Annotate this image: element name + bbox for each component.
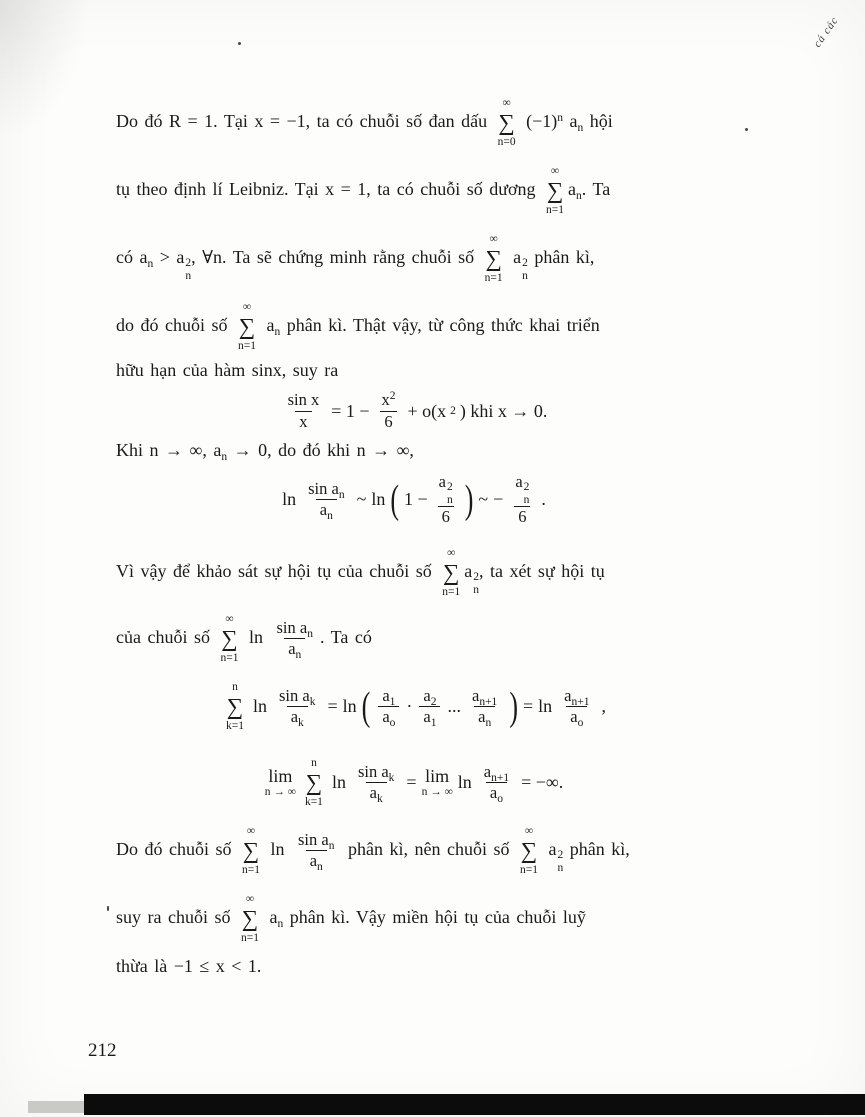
math-text: 1 − [404,489,428,510]
math-text: x [381,390,390,409]
sum-lower-limit: n=1 [238,340,256,353]
math-text: = 1 − [331,400,370,421]
sum-upper-limit: ∞ [245,893,255,905]
math-text: a [288,639,296,659]
denominator [486,782,507,804]
sum-upper-limit: ∞ [246,825,256,837]
subscript: k [298,717,304,730]
corner-mark: cá các [811,14,841,50]
subscript: k [309,695,316,708]
numerator [560,686,593,707]
sum-lower-limit: k=1 [304,796,323,809]
bottom-scan-bar [84,1094,865,1115]
math-text: > [159,247,170,267]
subscript: n [147,258,154,270]
fraction [511,472,533,528]
text: phân kì, [534,247,595,267]
sub-sup-stack [522,257,528,282]
fraction [304,479,348,521]
math-text: ln [371,489,386,510]
sigma-icon: ∑ [485,246,502,272]
text-line-10 [116,892,712,946]
math-text: . [541,489,546,510]
close-paren: ) [464,476,474,522]
equals-sign: = [327,696,338,717]
sigma-icon: ∑ [238,314,256,340]
text: , ∀n. Ta sẽ chứng minh rằng chuỗi số [191,247,475,267]
subscript: k [388,771,395,784]
denominator [306,850,327,872]
math-text: ln [331,772,346,793]
sum-upper-limit: ∞ [242,301,252,313]
math-text: a [548,839,557,859]
superscript: 2 [557,849,564,861]
math-text: a [515,472,523,491]
subscript: 1 [389,695,396,708]
text: hội [589,111,613,131]
sum-symbol [442,546,460,600]
sum-lower-limit: n=1 [546,204,565,217]
page-number: 212 [88,1040,117,1061]
tilde-operator: ~ [478,489,489,510]
sum-upper-limit: ∞ [524,825,534,837]
subscript: n [328,839,335,852]
lim-operator [422,767,453,799]
sum-lower-limit: n=1 [442,586,461,599]
sum-symbol [238,300,256,354]
subscript: n+1 [491,771,510,784]
numerator [378,390,400,411]
subscript: n+1 [571,695,590,708]
fraction [273,618,317,660]
var-a-n [139,247,154,270]
text: phân kì. Thật vậy, từ công thức khai triển [286,315,600,335]
text: , ta xét sự hội tụ [478,561,605,581]
sum-symbol [546,164,564,218]
denominator [419,706,440,728]
text: thừa là −1 ≤ x < 1. [116,956,262,976]
var-a-n-squared [513,247,528,282]
math-text: lim [268,765,293,786]
math-text: , [601,696,606,717]
text: → 0, do đó khi n → ∞, [233,440,414,460]
denominator [378,706,399,728]
sum-lower-limit: k=1 [226,720,244,733]
sum-symbol [242,824,260,878]
text: của chuỗi số [116,627,210,647]
math-text: a [569,111,578,131]
subscript: n [295,649,302,662]
ellipsis: ... [447,696,461,717]
math-group [375,686,504,728]
var-a-n-squared [548,839,564,874]
var-a-n [269,907,284,930]
fraction [435,472,457,528]
math-text: a [423,685,431,705]
math-text: sin a [276,617,308,637]
fraction [378,686,399,728]
numerator [275,686,319,707]
var-a-n-squared [464,561,479,596]
math-group [404,472,460,528]
sum-lower-limit: n=1 [484,272,503,285]
sum-upper-limit: ∞ [502,97,511,109]
math-text: a [483,761,492,781]
math-text: a [564,685,572,705]
numerator [511,472,533,506]
math-text: sin a [298,829,329,849]
numerator [273,618,317,639]
sum-lower-limit: n=1 [240,932,259,945]
subscript: n [307,627,313,640]
equation-2 [116,472,712,528]
open-paren: ( [390,476,400,522]
subscript: 2 [430,695,437,708]
sum-lower-limit: n=1 [220,652,239,665]
numerator [294,830,338,851]
sum-symbol [305,756,323,810]
sum-upper-limit: ∞ [225,613,234,625]
text-line-7 [116,546,712,600]
math-text: a [513,247,522,267]
equation-3 [116,680,712,734]
numerator: sin x [287,390,320,409]
math-text: a [213,440,222,460]
math-text: + o(x [407,400,447,421]
fraction [354,762,398,804]
minus-sign: − [493,489,504,510]
math-text: a [319,500,328,520]
superscript: 2 [447,481,453,493]
denominator: x [295,411,311,433]
subscript: o [577,717,584,730]
fraction [419,686,440,728]
math-text: = −∞. [521,772,564,793]
text: . Ta [581,179,611,199]
superscript: 2 [523,481,530,493]
denominator [316,499,337,521]
var-a-n [266,315,281,338]
fraction [294,830,338,872]
math-text: (−1) [526,111,558,131]
math-text: sin a [279,685,310,705]
math-text: ln [270,839,285,859]
text: hữu hạn của hàm sinx, suy ra [116,360,339,380]
subscript: n [557,861,564,874]
math-text: a [423,707,431,727]
text: phân kì, [569,839,630,859]
cdot-operator: · [406,696,413,717]
numerator [419,686,440,707]
subscript: o [497,793,503,806]
var-a-n [568,179,582,202]
scan-speck [745,128,748,131]
text: Khi n → ∞, [116,440,207,460]
numerator [480,762,513,783]
superscript: 2 [522,257,528,269]
math-text: + o(x 2 ) khi x → 0. [407,400,548,421]
sigma-icon: ∑ [221,626,238,652]
text-line-4 [116,300,712,354]
numerator [378,686,399,707]
math-text: a [438,472,446,491]
numerator [468,686,501,707]
math-text [526,111,563,131]
sub-sup-stack [447,481,453,506]
subscript: n [185,269,192,282]
subscript: n [576,190,582,202]
sum-upper-limit: n [232,681,238,693]
text-line-6 [116,440,712,461]
subscript: o [389,717,396,730]
math-text: ln [457,772,472,793]
sigma-icon: ∑ [242,838,260,864]
var-a-n [213,440,228,463]
text-line-3 [116,232,712,286]
subscript: n [485,717,492,730]
sub-sup-stack [524,481,530,506]
sigma-icon: ∑ [546,178,564,204]
math-text: ln [342,696,357,717]
denominator [366,782,387,804]
subscript: n [523,493,530,506]
numerator [354,762,398,783]
text: có [116,247,133,267]
subscript: n [577,122,584,134]
subscript: k [376,793,383,806]
math-text: a [369,783,377,803]
math-text: ln [282,489,297,510]
math-text: ) khi x → 0. [459,400,548,421]
fraction [480,762,513,804]
tilde-operator: ~ [356,489,367,510]
math-text: a [139,247,148,267]
subscript: n [447,493,453,506]
scan-speck [107,906,109,911]
equation-1 [116,390,712,432]
denominator [566,706,587,728]
sum-upper-limit: n [311,757,317,769]
sum-lower-limit: n=0 [497,136,516,149]
text: Do đó R = 1. Tại x = −1, ta có chuỗi số đan dấu [116,111,488,131]
math-text: a [568,179,577,199]
fraction [468,686,501,728]
sigma-icon: ∑ [226,694,244,720]
sum-symbol [498,96,516,150]
var-a-n [569,111,584,134]
text: . Ta có [319,627,372,647]
equals-sign: = [406,772,417,793]
math-text: a [176,247,185,267]
subscript: n [338,488,345,501]
text: phân kì, nên chuỗi số [347,839,510,859]
lim-operator [265,767,296,799]
sigma-icon: ∑ [443,560,460,586]
subscript: n [274,326,281,338]
subscript: n [522,269,528,282]
subscript: n+1 [479,695,498,708]
math-text: ln [538,696,553,717]
lim-subscript: n → ∞ [264,786,296,799]
scan-edge-smudge [0,0,90,140]
fraction [284,390,324,432]
math-text: a [269,907,278,927]
math-text: lim [425,765,450,786]
denominator: 6 [514,506,530,528]
subscript: n [221,451,228,463]
text: Vì vậy để khảo sát sự hội tụ của chuỗi số [116,561,432,581]
text: do đó chuỗi số [116,315,228,335]
fraction [560,686,593,728]
superscript: 2 [473,571,479,583]
denominator: 6 [380,411,396,433]
superscript: 2 [389,390,396,402]
denominator [474,706,495,728]
sum-symbol [520,824,538,878]
math-text: a [382,707,390,727]
text-line-2 [116,164,712,218]
scan-speck [238,42,241,45]
text-line-8 [116,612,712,666]
sum-symbol [485,232,503,286]
sum-upper-limit: ∞ [550,165,560,177]
fraction [378,390,400,432]
denominator [284,638,305,660]
text: tụ theo định lí Leibniz. Tại x = 1, ta có chuỗi số dương [116,179,536,199]
text: Do đó chuỗi số [116,839,232,859]
subscript: 1 [430,717,437,730]
math-text: a [464,561,473,581]
text-line-5 [116,360,712,381]
sum-symbol [226,680,244,734]
math-text: sin a [308,478,339,498]
open-paren: ( [361,683,371,729]
denominator: 6 [438,506,454,528]
text-line-9 [116,824,712,878]
sum-upper-limit: ∞ [447,547,456,559]
sigma-icon: ∑ [520,838,538,864]
math-text: a [290,707,299,727]
superscript: n [557,112,563,124]
math-text: a [309,851,318,871]
sigma-icon: ∑ [241,906,259,932]
sigma-icon: ∑ [305,770,323,796]
math-text: a [489,783,498,803]
math-text: sin a [357,761,389,781]
subscript: n [473,583,479,596]
math-text: a [478,707,486,727]
equals-sign: = [522,696,534,717]
close-paren: ) [509,683,518,729]
sum-lower-limit: n=1 [242,864,260,877]
math-text: a [471,685,480,705]
text-line-1 [116,96,712,150]
math-text: a [570,707,578,727]
text: suy ra chuỗi số [116,907,231,927]
numerator [304,479,348,500]
bottom-scan-shadow [28,1101,86,1113]
subscript: n [277,918,284,930]
equation-4 [116,756,712,810]
text-line-11 [116,956,712,977]
sum-lower-limit: n=1 [519,864,538,877]
numerator [435,472,457,506]
text: phân kì. Vậy miền hội tụ của chuỗi luỹ [289,907,586,927]
math-text: ln [248,627,263,647]
sub-sup-stack [557,849,563,874]
fraction [275,686,319,728]
denominator [287,706,308,728]
sigma-icon: ∑ [498,110,515,136]
lim-subscript: n → ∞ [421,786,453,799]
math-text: a [382,685,390,705]
subscript: n [317,861,323,874]
math-text: a [266,315,275,335]
sum-symbol [220,612,238,666]
var-a-n-squared [176,247,192,282]
math-text: ln [253,696,268,717]
sum-upper-limit: ∞ [489,233,498,245]
superscript: 2 [185,257,192,269]
sum-symbol [241,892,259,946]
subscript: n [327,510,333,523]
